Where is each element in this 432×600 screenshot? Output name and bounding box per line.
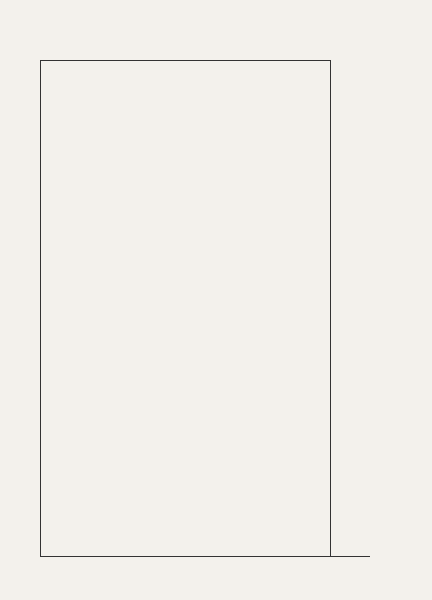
page-gutter-line [330, 60, 331, 556]
side-banner-box [346, 66, 390, 460]
left-frame-line [40, 60, 41, 556]
top-frame-line [40, 60, 330, 61]
bottom-frame-line [40, 556, 370, 557]
